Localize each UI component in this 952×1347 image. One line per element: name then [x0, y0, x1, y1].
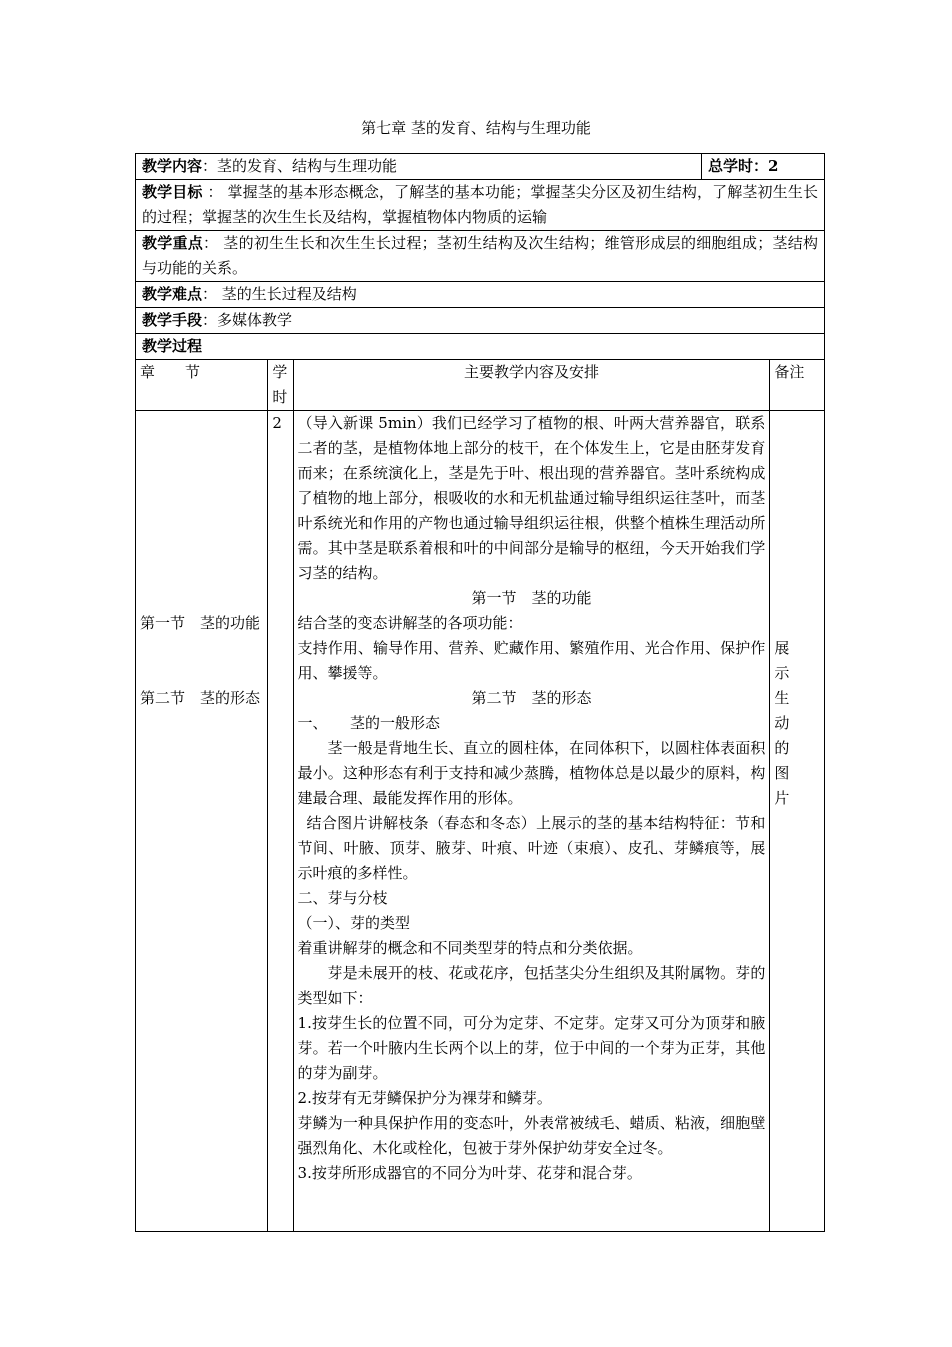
- content-value: ：茎的发育、结构与生理功能: [202, 157, 398, 175]
- bud-title: 二、芽与分枝: [297, 889, 388, 907]
- form-title: 一、 茎的一般形态: [297, 714, 441, 732]
- hours-label: 总学时: [708, 157, 754, 175]
- goal-value: ： 掌握茎的基本形态概念，了解茎的基本功能；掌握茎尖分区及初生结构，了解茎初生生长的过程；掌握茎的次生生长及结构，掌握植物体内物质的运输: [142, 183, 818, 226]
- difficult-value: ： 茎的生长过程及结构: [202, 285, 357, 303]
- bud-paragraph-1: 着重讲解芽的概念和不同类型芽的特点和分类依据。: [297, 939, 643, 957]
- section-cell: [136, 411, 268, 1232]
- intro-paragraph: （导入新课 5min）我们已经学习了植物的根、叶两大营养器官，联系二者的茎，是植物体地上部分的枝干，在个体发生上，它是由胚芽发育而来；在系统演化上，茎是先于叶、根出现的营养器官。茎叶系统构成了植物的地上部分，根吸收的水和无机盐通过输导组织运往茎叶，而茎叶系统光和作用的产物也通过输导组织运往根，供整个植株生理活动所需。其中茎是联系着根和叶的中间部分是输导的枢纽，今天开始我们学习茎的结构。: [297, 414, 766, 582]
- process-label: 教学过程: [142, 337, 203, 355]
- table-header-row: [136, 360, 825, 411]
- header-section: 章 节: [136, 360, 268, 411]
- table-body-row: [136, 411, 825, 1232]
- content-row: [135, 153, 825, 179]
- hours-cell-body: 2: [268, 411, 293, 1232]
- function-list: 支持作用、输导作用、营养、贮藏作用、繁殖作用、光合作用、保护作用、攀援等。: [297, 639, 766, 682]
- hours-value: ：2: [753, 157, 779, 175]
- difficult-row: [135, 281, 825, 307]
- hours-cell: [702, 154, 824, 179]
- section-1-label: 第一节 茎的功能: [140, 614, 261, 632]
- form-paragraph-2: 结合图片讲解枝条（春态和冬态）上展示的茎的基本结构特征：节和节间、叶腋、顶芽、腋芽、叶痕、叶迹（束痕）、皮孔、芽鳞痕等，展示叶痕的多样性。: [297, 814, 766, 882]
- section-1-heading: 第一节 茎的功能: [471, 589, 592, 607]
- bud-subtitle: （一）、芽的类型: [297, 914, 411, 932]
- bud-paragraph-3: 1.按芽生长的位置不同，可分为定芽、不定芽。定芽又可分为顶芽和腋芽。若一个叶腋内生长两个以上的芽，位于中间的一个芽为正芽，其他的芽为副芽。: [297, 1014, 766, 1082]
- key-row: [135, 230, 825, 281]
- means-label: 教学手段: [142, 311, 203, 329]
- bud-paragraph-2: 芽是未展开的枝、花或花序，包括茎尖分生组织及其附属物。芽的类型如下：: [297, 964, 766, 1007]
- header-content: 主要教学内容及安排: [293, 360, 770, 411]
- note-text: 展示生动的图片: [774, 639, 798, 807]
- content-label: 教学内容: [142, 157, 203, 175]
- section-2-label: 第二节 茎的形态: [140, 689, 261, 707]
- content-cell-body: [293, 411, 770, 1232]
- content-cell: [136, 154, 702, 179]
- process-table: [135, 359, 825, 1232]
- goal-label: 教学目标: [142, 183, 203, 201]
- header-hours: 学时: [268, 360, 293, 411]
- means-value: ：多媒体教学: [202, 311, 293, 329]
- goal-row: [135, 179, 825, 230]
- bud-paragraph-4: 2.按芽有无芽鳞保护分为裸芽和鳞芽。: [297, 1089, 552, 1107]
- process-row: [135, 333, 825, 359]
- form-paragraph-1: 茎一般是背地生长、直立的圆柱体，在同体积下，以圆柱体表面积最小。这种形态有利于支持和减少蒸腾，植物体总是以最少的原料，构建最合理、最能发挥作用的形体。: [297, 739, 766, 807]
- note-cell: [770, 411, 825, 1232]
- header-note: 备注: [770, 360, 825, 411]
- key-label: 教学重点: [142, 234, 204, 252]
- section-2-heading: 第二节 茎的形态: [471, 689, 592, 707]
- means-row: [135, 307, 825, 333]
- key-value: ： 茎的初生生长和次生生长过程；茎初生结构及次生结构；维管形成层的细胞组成；茎结构与功能的关系。: [142, 234, 818, 277]
- page-title: 第七章 茎的发育、结构与生理功能: [361, 119, 591, 137]
- lesson-plan-sheet: [135, 153, 825, 1232]
- difficult-label: 教学难点: [142, 285, 203, 303]
- function-intro: 结合茎的变态讲解茎的各项功能：: [297, 614, 523, 632]
- bud-paragraph-5: 芽鳞为一种具保护作用的变态叶，外表常被绒毛、蜡质、粘液，细胞壁强烈角化、木化或栓化，包被于芽外保护幼芽安全过冬。: [297, 1114, 766, 1157]
- bud-paragraph-6: 3.按芽所形成器官的不同分为叶芽、花芽和混合芽。: [297, 1164, 642, 1182]
